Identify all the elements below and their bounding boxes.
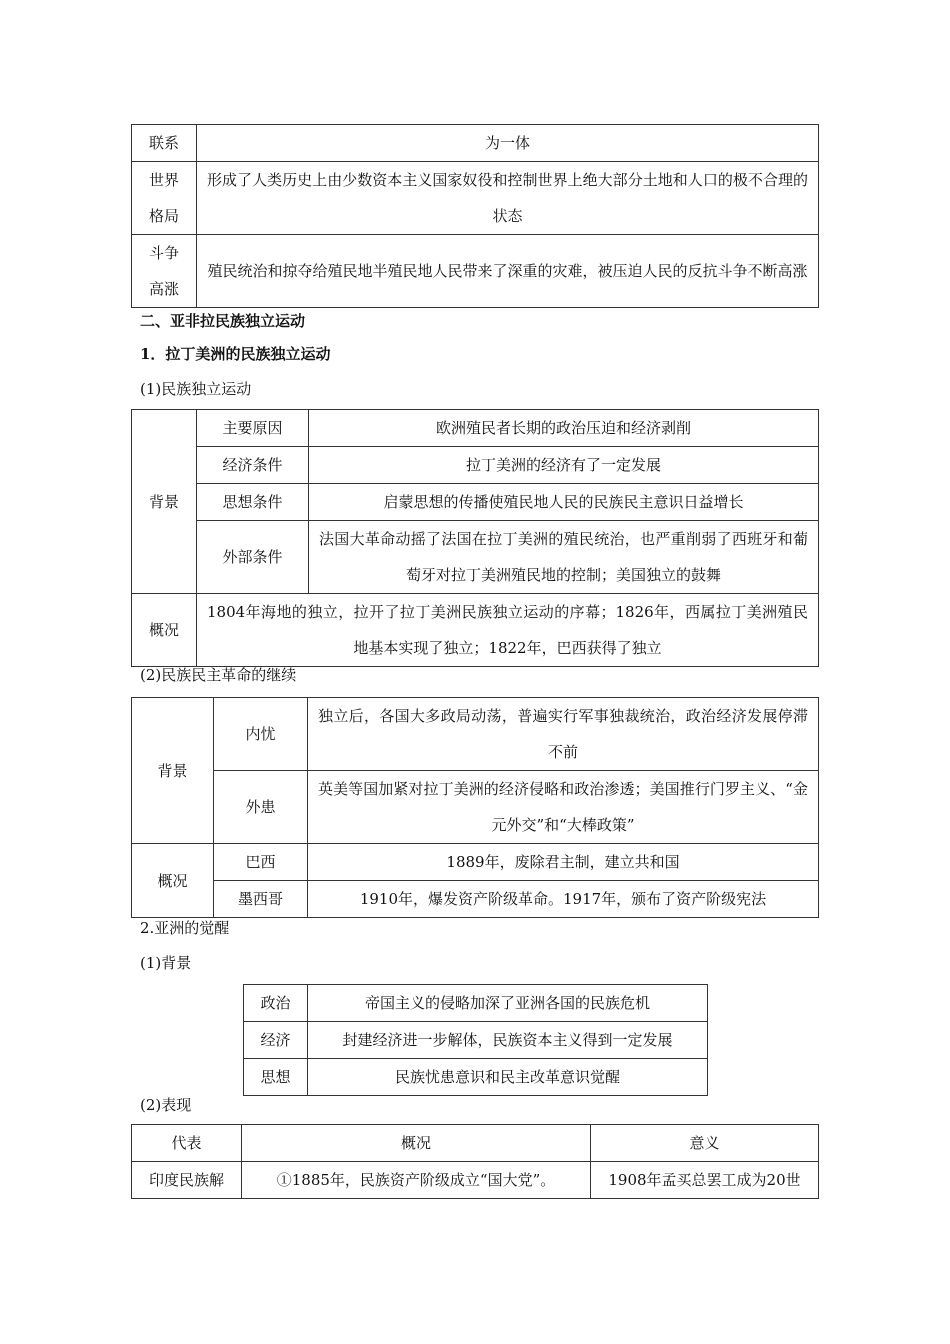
row-content: 英美等国加紧对拉丁美洲的经济侵略和政治渗透；美国推行门罗主义、“金元外交”和“大棒政策” bbox=[308, 771, 819, 844]
table-row bbox=[132, 125, 819, 162]
background-label: 背景 bbox=[132, 698, 214, 844]
table-row bbox=[132, 1162, 819, 1199]
row-content: 形成了人类历史上由少数资本主义国家奴役和控制世界上绝大部分土地和人口的极不合理的状态 bbox=[197, 162, 819, 235]
row-label: 经济条件 bbox=[197, 447, 309, 484]
row-label: 联系 bbox=[132, 125, 197, 162]
row-label: 政治 bbox=[244, 985, 308, 1022]
table-row bbox=[132, 698, 819, 771]
overview-label: 概况 bbox=[132, 844, 214, 918]
row-content: 欧洲殖民者长期的政治压迫和经济剥削 bbox=[309, 410, 819, 447]
table-row bbox=[132, 235, 819, 308]
row-content: 封建经济进一步解体，民族资本主义得到一定发展 bbox=[308, 1022, 708, 1059]
latin-independence-table bbox=[131, 409, 819, 667]
section-heading: 二、亚非拉民族独立运动 bbox=[140, 312, 306, 330]
background-label: 背景 bbox=[132, 410, 197, 594]
table-row bbox=[132, 521, 819, 594]
row-label: 主要原因 bbox=[197, 410, 309, 447]
table-row bbox=[132, 844, 819, 881]
row-content: 启蒙思想的传播使殖民地人民的民族民主意识日益增长 bbox=[309, 484, 819, 521]
row-content: 殖民统治和掠夺给殖民地半殖民地人民带来了深重的灾难，被压迫人民的反抗斗争不断高涨 bbox=[197, 235, 819, 308]
column-header: 代表 bbox=[132, 1125, 242, 1162]
row-content: 独立后，各国大多政局动荡，普遍实行军事独裁统治，政治经济发展停滞不前 bbox=[308, 698, 819, 771]
table-row bbox=[244, 985, 708, 1022]
row-content: 为一体 bbox=[197, 125, 819, 162]
table-row bbox=[132, 484, 819, 521]
row-content: 民族忧患意识和民主改革意识觉醒 bbox=[308, 1059, 708, 1096]
table-row bbox=[132, 594, 819, 667]
row-content: 帝国主义的侵略加深了亚洲各国的民族危机 bbox=[308, 985, 708, 1022]
row-content: 1910年，爆发资产阶级革命。1917年，颁布了资产阶级宪法 bbox=[308, 881, 819, 918]
row-content: 1889年，废除君主制，建立共和国 bbox=[308, 844, 819, 881]
row-content: 拉丁美洲的经济有了一定发展 bbox=[309, 447, 819, 484]
row-label: 内忧 bbox=[214, 698, 308, 771]
table-header-row bbox=[132, 1125, 819, 1162]
row-content: 法国大革命动摇了法国在拉丁美洲的殖民统治，也严重削弱了西班牙和葡萄牙对拉丁美洲殖民地的控制；美国独立的鼓舞 bbox=[309, 521, 819, 594]
table-row bbox=[132, 771, 819, 844]
subsection-heading: (1)背景 bbox=[140, 954, 192, 972]
row-label: 经济 bbox=[244, 1022, 308, 1059]
row-label: 墨西哥 bbox=[214, 881, 308, 918]
row-label: 思想 bbox=[244, 1059, 308, 1096]
table-row bbox=[244, 1022, 708, 1059]
row-label: 斗争 高涨 bbox=[132, 235, 197, 308]
table-row bbox=[132, 410, 819, 447]
subsection-heading: (2)表现 bbox=[140, 1096, 192, 1114]
subsection-heading: 1．拉丁美洲的民族独立运动 bbox=[140, 345, 331, 363]
asia-background-table bbox=[243, 984, 708, 1096]
row-label: 外患 bbox=[214, 771, 308, 844]
row-label: 外部条件 bbox=[197, 521, 309, 594]
overview-content: 1804年海地的独立，拉开了拉丁美洲民族独立运动的序幕；1826年，西属拉丁美洲殖民地基本实现了独立；1822年，巴西获得了独立 bbox=[197, 594, 819, 667]
table-row bbox=[244, 1059, 708, 1096]
subsection-heading: (2)民族民主革命的继续 bbox=[140, 666, 297, 684]
table-row bbox=[132, 162, 819, 235]
row-label: 思想条件 bbox=[197, 484, 309, 521]
overview-cell: ①1885年，民族资产阶级成立“国大党”。 bbox=[242, 1162, 591, 1199]
representative-cell: 印度民族解 bbox=[132, 1162, 242, 1199]
column-header: 意义 bbox=[591, 1125, 819, 1162]
row-label: 巴西 bbox=[214, 844, 308, 881]
latin-revolution-table bbox=[131, 697, 819, 918]
row-label: 世界 格局 bbox=[132, 162, 197, 235]
subsection-heading: 2.亚洲的觉醒 bbox=[140, 919, 230, 937]
meaning-cell: 1908年孟买总罢工成为20世 bbox=[591, 1162, 819, 1199]
table-row bbox=[132, 881, 819, 918]
table-row bbox=[132, 447, 819, 484]
world-pattern-table bbox=[131, 124, 819, 308]
asia-performance-table bbox=[131, 1124, 819, 1199]
subsection-heading: (1)民族独立运动 bbox=[140, 380, 252, 398]
column-header: 概况 bbox=[242, 1125, 591, 1162]
overview-label: 概况 bbox=[132, 594, 197, 667]
